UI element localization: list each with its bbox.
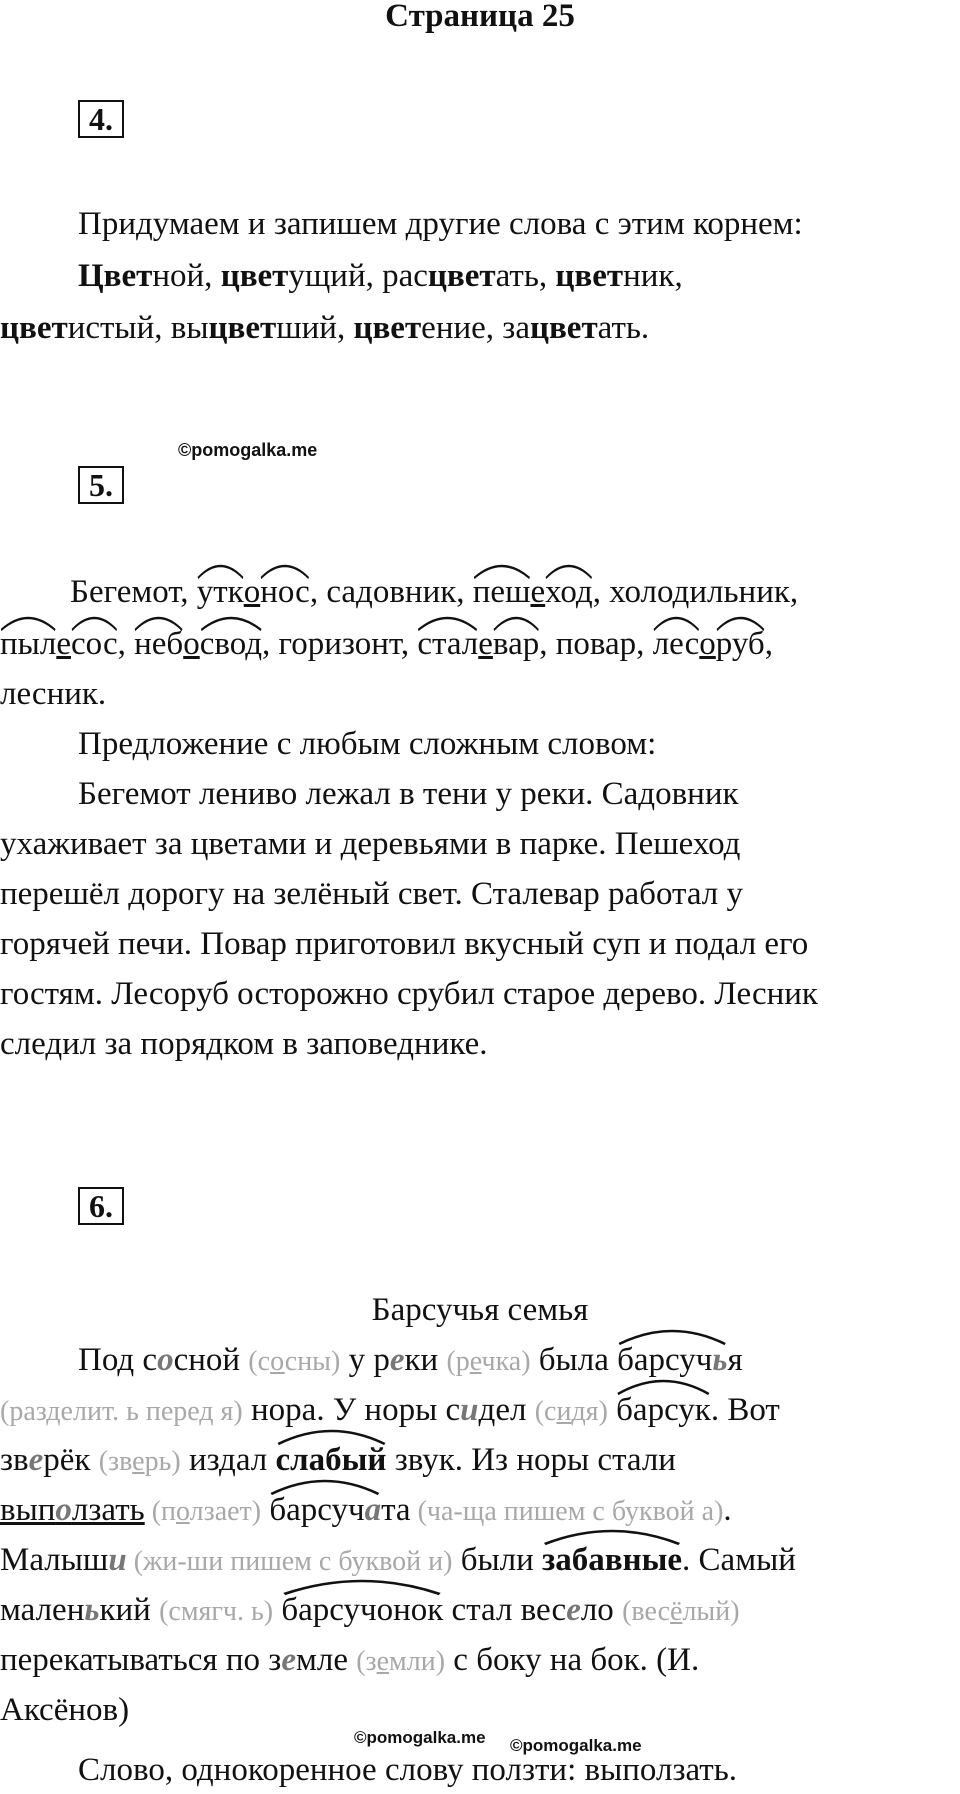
- task-5-number: 5.: [78, 466, 124, 504]
- task-6-conclusion: Слово, однокоренное слову ползти: выползать.: [78, 1752, 738, 1788]
- task-5-text-line: Бегемот лениво лежал в тени у реки. Садовник: [78, 776, 739, 812]
- root-highlight: цвет: [555, 258, 624, 294]
- compound-word-utkonos: утк: [197, 568, 244, 616]
- task-6-line-3: зверёк (зверь) издал слабый звук. Из норы стали: [0, 1436, 676, 1486]
- task-6-line-1: Под сосной (сосны) у реки (речка) была барсучья: [78, 1336, 743, 1386]
- word-zabavnye: забавные: [542, 1536, 682, 1584]
- word-barsuk: барсук: [616, 1386, 711, 1434]
- page-title: Страница 25: [385, 0, 575, 34]
- task-5-text-line: ухаживает за цветами и деревьями в парке. Пешеход: [0, 826, 741, 862]
- task-4-number: 4.: [78, 100, 124, 138]
- compound-word-peshehod: пеш: [473, 568, 531, 616]
- root-highlight: Цвет: [78, 258, 153, 294]
- root-highlight: цвет: [353, 310, 422, 346]
- task-6-title: Барсучья семья: [371, 1292, 589, 1328]
- root-highlight: цвет: [208, 310, 277, 346]
- word-part: ать,: [495, 258, 556, 294]
- task-4-line-2: [0, 304, 649, 352]
- watermark: ©pomogalka.me: [354, 1728, 486, 1747]
- word-part: истый, вы: [67, 310, 209, 346]
- task-5-sentence-label: Предложение с любым сложным словом:: [78, 726, 657, 762]
- word-barsuchya: барсучь: [617, 1336, 727, 1384]
- task-5-text-line: гостям. Лесоруб осторожно срубил старое дерево. Лесник: [0, 976, 818, 1012]
- word-part: ение, за: [421, 310, 530, 346]
- word-part: ник,: [623, 258, 683, 294]
- task-6-line-6: маленький (смягч. ь) барсучонок стал весело (весёлый): [0, 1586, 740, 1636]
- root-highlight: цвет: [529, 310, 598, 346]
- task-4-intro: Придумаем и запишем другие слова с этим корнем:: [78, 206, 803, 242]
- task-6-line-4: выползать (ползает) барсучата (ча-ща пишем с буквой а).: [0, 1486, 732, 1536]
- task-5-text-line: следил за порядком в заповеднике.: [0, 1026, 488, 1062]
- word-part: ной,: [152, 258, 221, 294]
- watermark: ©pomogalka.me: [178, 440, 318, 460]
- task-6-line-2: (разделит. ь перед я) нора. У норы сидел (сидя) барсук. Вот: [0, 1386, 780, 1436]
- root-highlight: цвет: [220, 258, 289, 294]
- task-5-word-line-2: пыле сос, небо свод, горизонт, стале вар, повар, лесо руб,: [0, 620, 773, 668]
- root-highlight: цвет: [0, 310, 68, 346]
- task-6-line-7: перекатываться по земле (земли) с боку на бок. (И.: [0, 1642, 700, 1678]
- task-6-line-8: Аксёнов): [0, 1692, 130, 1728]
- word-part: ущий, рас: [288, 258, 428, 294]
- task-5-text-line: горячей печи. Повар приготовил вкусный суп и подал его: [0, 926, 809, 962]
- word-barsuchonok: барсучонок: [281, 1586, 443, 1634]
- word-part: ший,: [276, 310, 354, 346]
- task-5-text-line: перешёл дорогу на зелёный свет. Сталевар работал у: [0, 876, 743, 912]
- word-slabyi: слабый: [276, 1436, 387, 1484]
- task-6-line-5: Малыши (жи-ши пишем с буквой и) были забавные. Самый: [0, 1536, 796, 1586]
- word-part: ать.: [597, 310, 650, 346]
- root-highlight: цвет: [427, 258, 496, 294]
- watermark: ©pomogalka.me: [510, 1736, 642, 1755]
- word-barsuchata: барсуча: [269, 1486, 381, 1534]
- task-5-word-line-3: лесник.: [0, 676, 107, 712]
- task-4-line-1: [78, 252, 683, 300]
- task-6-number: 6.: [78, 1187, 124, 1225]
- task-5-word-line-1: Бегемот, утко нос, садовник, пеше ход, холодильник,: [70, 568, 798, 616]
